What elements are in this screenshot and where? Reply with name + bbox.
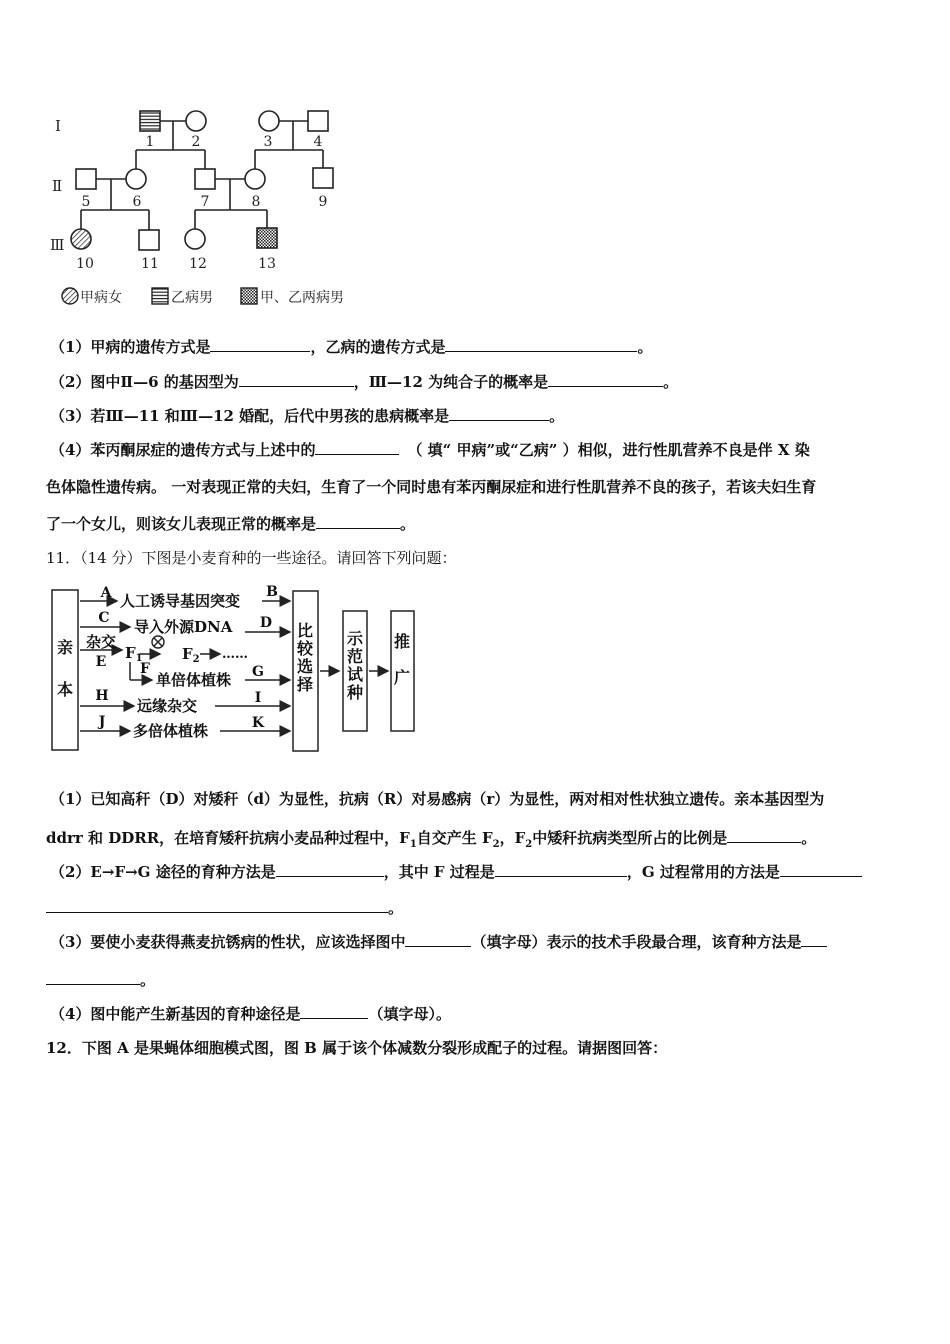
path-polyploid: 多倍体植株 xyxy=(133,722,209,740)
letter-I: I xyxy=(254,690,262,706)
individual-12 xyxy=(185,229,205,249)
path-induced-mutation: 人工诱导基因突变 xyxy=(120,592,241,610)
path-dots: …… xyxy=(222,647,248,662)
individual-3 xyxy=(259,111,279,131)
legend-both-male: 甲、乙两病男 xyxy=(260,290,344,306)
individual-11 xyxy=(139,230,159,250)
q11-header: 11．（14 分）下图是小麦育种的一些途径。请回答下列问题： xyxy=(46,549,457,567)
q10-part4-line1: （4）苯丙酮尿症的遗传方式与上述中的 （ 填“ 甲病”或“乙病” ）相似，进行性肌营养不良是伴 X 染 xyxy=(50,441,810,459)
letter-G: G xyxy=(252,664,264,680)
path-f2: $F_2$ xyxy=(182,645,200,665)
letter-K: K xyxy=(251,715,265,731)
q10-part4-line2: 色体隐性遗传病。 一对表现正常的夫妇，生育了一个同时患有苯丙酮尿症和进行性肌营养不良的孩子，若该夫妇生育 xyxy=(46,478,817,496)
individual-8 xyxy=(245,169,265,189)
parent-box-label: 亲本 xyxy=(56,638,74,699)
breeding-diagram xyxy=(45,580,425,755)
individual-13 xyxy=(257,228,277,248)
legend-jia-female-icon xyxy=(62,288,78,304)
individual-number: 11 xyxy=(141,256,159,272)
individual-number: 5 xyxy=(81,194,91,210)
individual-number: 3 xyxy=(263,134,273,150)
individual-1 xyxy=(140,111,160,131)
q10-part2: （2）图中Ⅱ—6 的基因型为 ，Ⅲ—12 为纯合子的概率是 。 xyxy=(50,373,679,391)
q11-part4: （4）图中能产生新基因的育种途径是 （填字母）。 xyxy=(50,1005,451,1023)
letter-D: D xyxy=(259,615,273,631)
q11-part2-line2: 。 xyxy=(46,898,403,917)
q10-part1: （1）甲病的遗传方式是 ，乙病的遗传方式是 。 xyxy=(50,338,653,356)
generation-label: Ⅲ xyxy=(50,236,65,254)
individual-2 xyxy=(186,111,206,131)
legend-both-male-icon xyxy=(241,288,257,304)
individual-10 xyxy=(71,229,91,249)
individual-6 xyxy=(126,169,146,189)
q11-part1-line2: ddrr 和 DDRR，在培育矮秆抗病小麦品种过程中，$F_1$自交产生 $F_2$，$F_2$中矮秆抗病类型所占的比例是 。 xyxy=(46,829,817,850)
individual-number: 10 xyxy=(76,256,94,272)
individual-9 xyxy=(313,168,333,188)
path-haploid: 单倍体植株 xyxy=(156,671,232,689)
q11-part1-line1: （1）已知高秆（D）对矮秆（d）为显性，抗病（R）对易感病（r）为显性，两对相对性状独立遗传。亲本基因型为 xyxy=(50,790,825,808)
individual-number: 13 xyxy=(258,256,276,272)
letter-E: E xyxy=(95,654,107,670)
legend-jia-female: 甲病女 xyxy=(80,290,122,306)
path-cross: 杂交 xyxy=(86,633,117,651)
q11-part3: （3）要使小麦获得燕麦抗锈病的性状，应该选择图中 （填字母）表示的技术手段最合理，该育种方法是 xyxy=(50,932,827,951)
demo-box-label: 示范试种 xyxy=(346,629,364,702)
individual-number: 8 xyxy=(251,194,261,210)
individual-number: 1 xyxy=(145,134,155,150)
q10-part4-line3: 了一个女儿，则该女儿表现正常的概率是 。 xyxy=(46,515,416,533)
path-distant-cross: 远缘杂交 xyxy=(137,697,198,715)
letter-J: J xyxy=(98,714,106,730)
individual-number: 6 xyxy=(132,194,142,210)
individual-4 xyxy=(308,111,328,131)
q11-part2: （2）E→F→G 途径的育种方法是 ，其中 F 过程是 ，G 过程常用的方法是 xyxy=(50,862,862,881)
individual-number: 7 xyxy=(200,194,210,210)
promote-box-label: 推广 xyxy=(393,632,411,687)
letter-C: C xyxy=(98,610,110,626)
path-foreign-dna: 导入外源DNA xyxy=(134,618,233,636)
individual-5 xyxy=(76,169,96,189)
individual-number: 12 xyxy=(189,256,207,272)
self-cross-icon xyxy=(152,636,164,648)
parent-box xyxy=(52,590,78,750)
q10-part3: （3）若Ⅲ—11 和Ⅲ—12 婚配，后代中男孩的患病概率是 。 xyxy=(50,407,565,425)
letter-B: B xyxy=(266,584,278,600)
letter-A: A xyxy=(100,585,112,601)
compare-box-label: 比较选择 xyxy=(296,621,314,694)
individual-7 xyxy=(195,169,215,189)
q11-part3-line2: 。 xyxy=(46,970,155,989)
legend-yi-male: 乙病男 xyxy=(171,290,213,306)
generation-label: Ⅱ xyxy=(52,177,63,195)
letter-H: H xyxy=(95,688,109,704)
individual-number: 9 xyxy=(318,194,328,210)
pedigree-chart xyxy=(40,100,380,315)
generation-label: I xyxy=(55,117,61,135)
individual-number: 4 xyxy=(313,134,323,150)
legend-yi-male-icon xyxy=(152,288,168,304)
individual-number: 2 xyxy=(191,134,201,150)
q12-header: 12．下图 A 是果蝇体细胞模式图，图 B 属于该个体减数分裂形成配子的过程。请据图回答： xyxy=(46,1039,668,1057)
letter-F: F xyxy=(140,661,150,677)
path-f1: $F_1$ xyxy=(125,644,143,664)
